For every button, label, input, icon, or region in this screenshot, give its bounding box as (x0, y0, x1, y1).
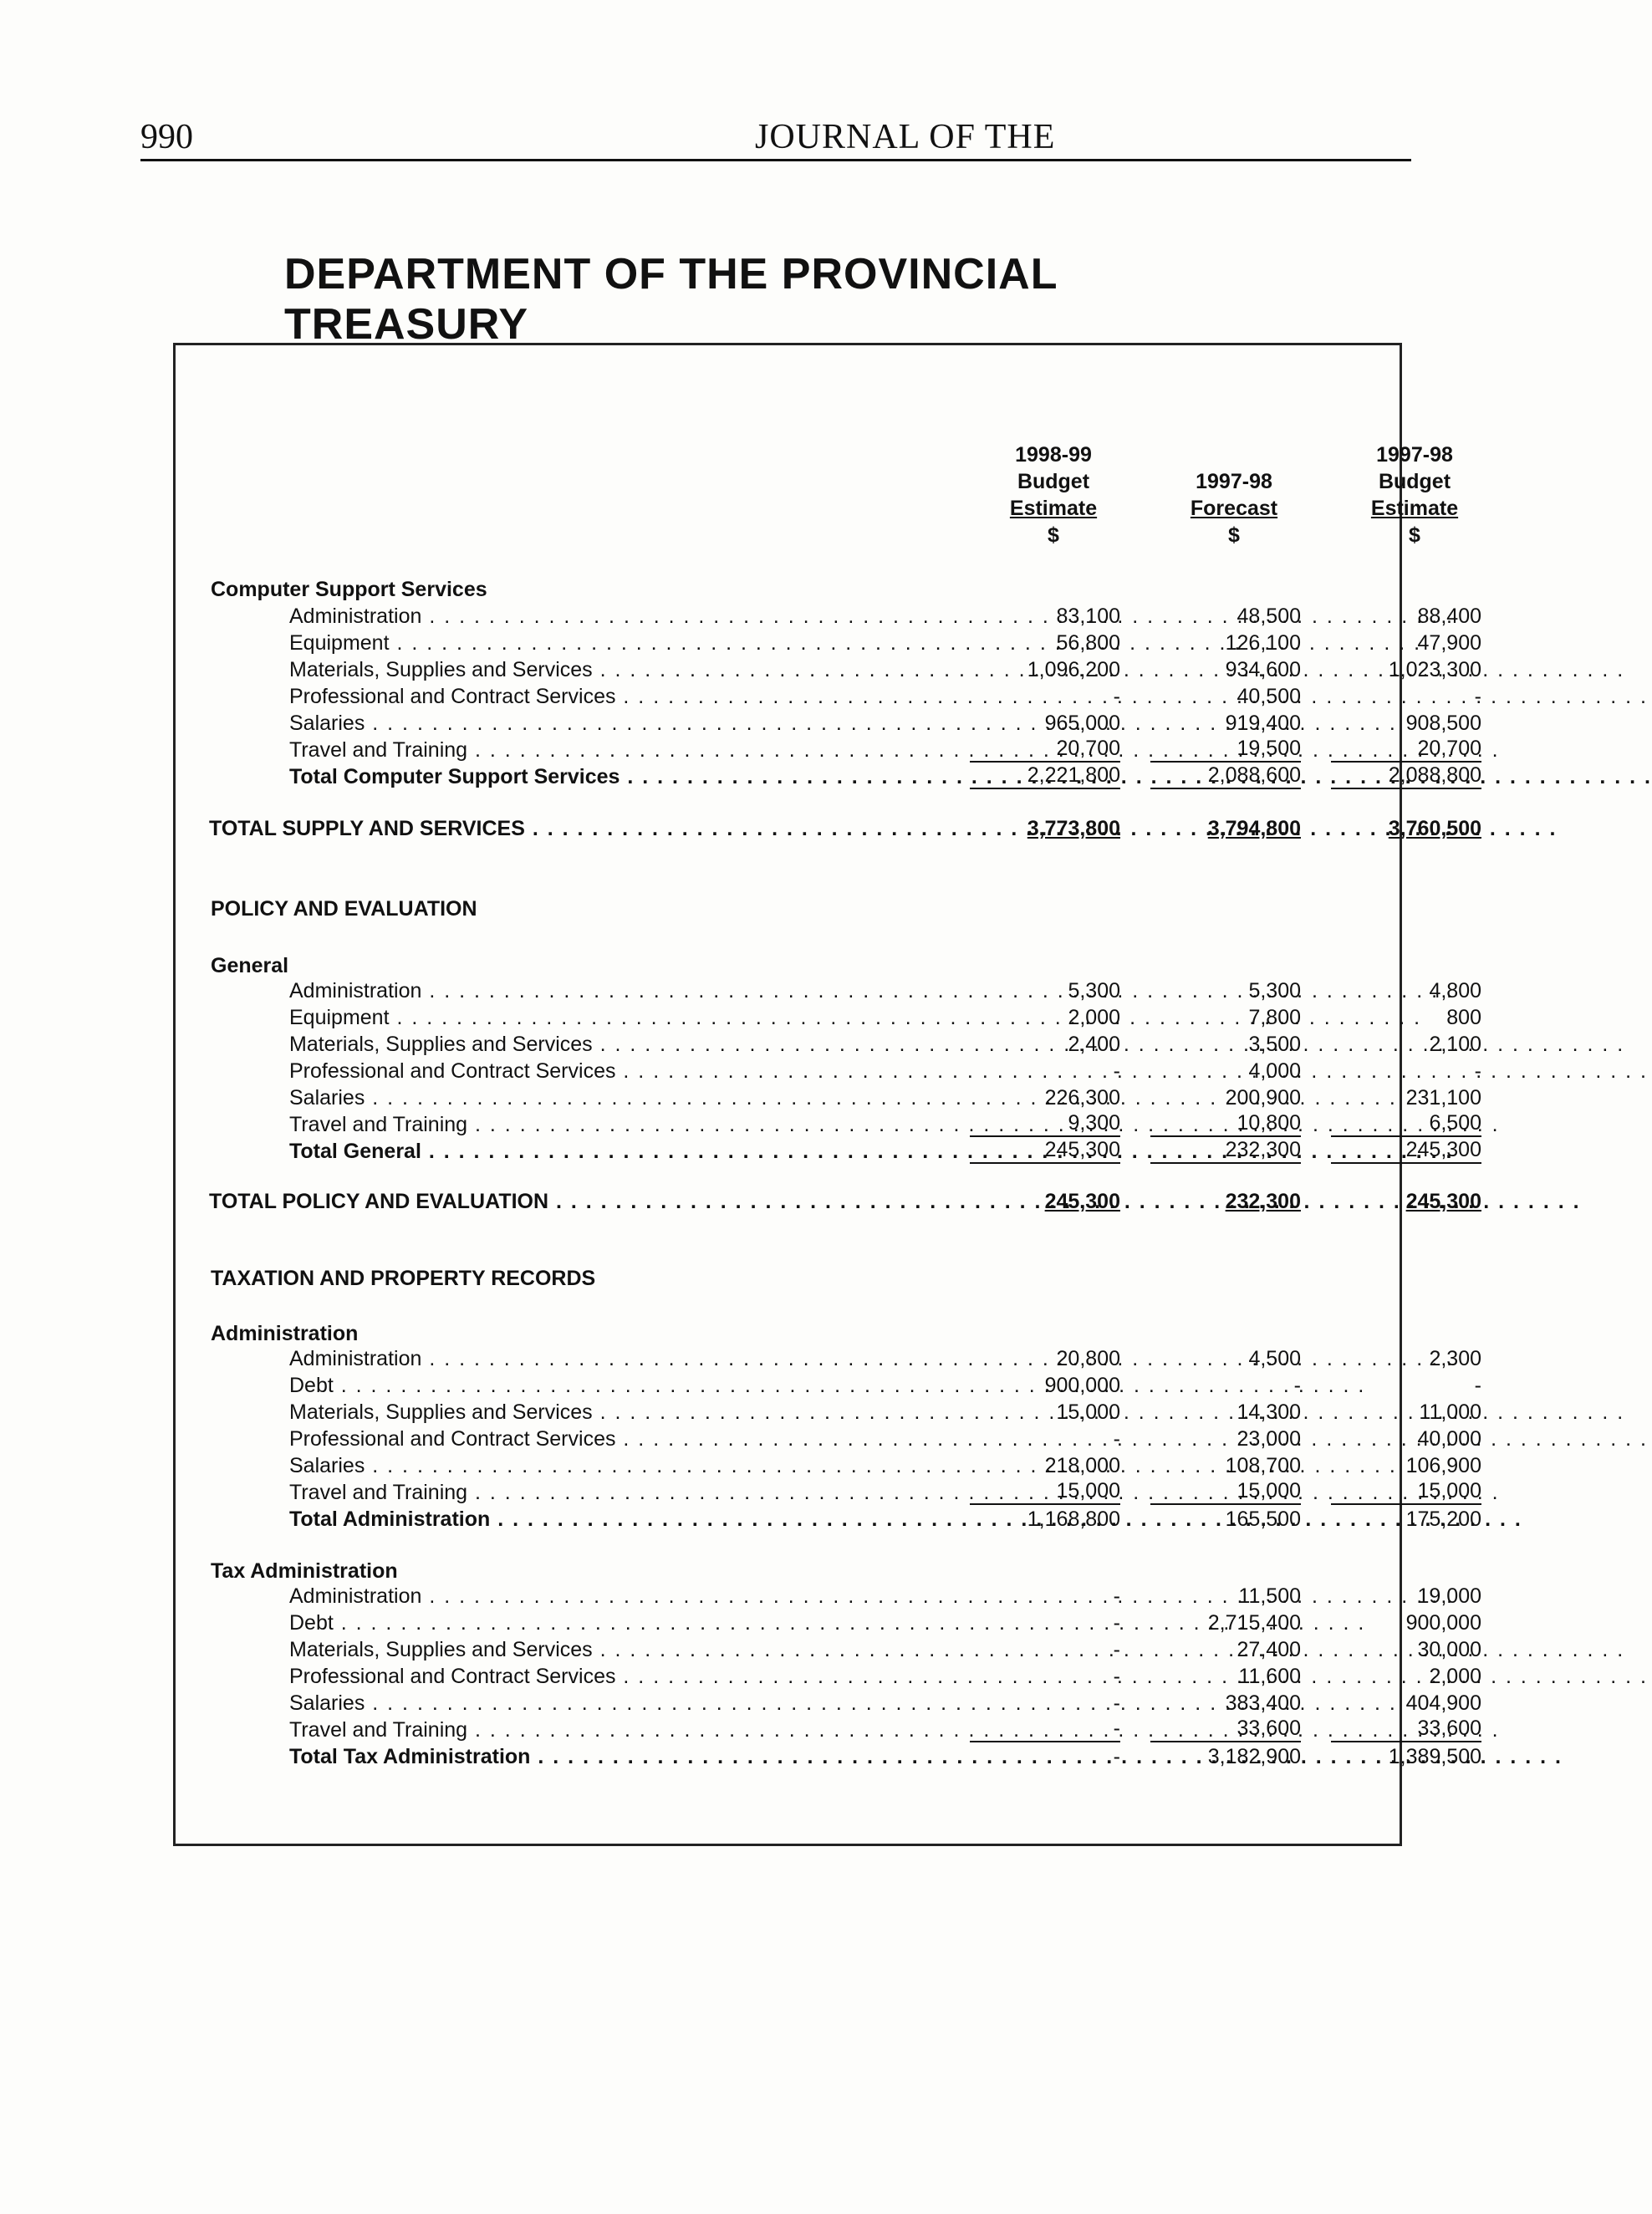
value-1998-99-estimate: 2,000 (1068, 1006, 1120, 1029)
table-row (209, 1663, 1481, 1690)
value-1997-98-forecast: 15,000 (1150, 1479, 1301, 1505)
column-type: Budget (1378, 470, 1451, 493)
value-1998-99-estimate: - (1113, 685, 1120, 708)
value-1997-98-forecast: 40,500 (1236, 685, 1301, 708)
value-1998-99-estimate: 218,000 (1044, 1454, 1120, 1477)
value-1997-98-estimate: 175,200 (1405, 1507, 1481, 1531)
row-label: Professional and Contract Services . . . (289, 1058, 946, 1084)
value-1997-98-estimate: - (1474, 1374, 1481, 1397)
value-1997-98-forecast: 5,300 (1248, 979, 1301, 1002)
row-label: Debt . . . (289, 1609, 946, 1636)
column-year: 1998-99 (1015, 443, 1092, 467)
table-row (209, 683, 1481, 710)
section-heading-taxation: TAXATION AND PROPERTY RECORDS (211, 1267, 596, 1290)
page-header (140, 117, 1411, 161)
column-kind: Forecast (1190, 497, 1278, 520)
value-1997-98-forecast: 919,400 (1225, 712, 1301, 735)
subtotal-row (209, 763, 1481, 790)
value-1998-99-estimate: 3,773,800 (1027, 817, 1120, 840)
value-1997-98-estimate: 4,800 (1429, 979, 1481, 1002)
table-row (209, 630, 1481, 656)
row-label: Professional and Contract Services . . . (289, 1663, 946, 1690)
row-label: Administration . . . (289, 1345, 946, 1372)
value-1997-98-estimate: 800 (1446, 1006, 1481, 1029)
table-row (209, 1690, 1481, 1717)
value-1997-98-forecast: 3,500 (1248, 1033, 1301, 1056)
value-1997-98-estimate: 20,700 (1331, 737, 1481, 763)
value-1997-98-forecast: 11,500 (1238, 1584, 1301, 1608)
value-1998-99-estimate: 245,300 (970, 1138, 1120, 1164)
value-1997-98-estimate: 2,100 (1429, 1033, 1481, 1056)
value-1998-99-estimate: 1,168,800 (1027, 1507, 1120, 1531)
value-1998-99-estimate: - (1113, 1665, 1120, 1688)
table-row (209, 1479, 1481, 1506)
row-label: Salaries . . . (289, 1452, 946, 1479)
row-label: Salaries . . . (289, 710, 946, 737)
table-row (209, 1004, 1481, 1031)
row-label: Travel and Training . . . (289, 1111, 946, 1138)
table-row (209, 1609, 1481, 1636)
table-row (209, 1426, 1481, 1452)
value-1998-99-estimate: 1,096,200 (1027, 658, 1120, 681)
value-1997-98-estimate: 1,023,300 (1388, 658, 1481, 681)
subsection-heading-tax-administration: Tax Administration (211, 1559, 398, 1583)
subsection-heading-administration: Administration (211, 1322, 359, 1345)
value-1997-98-estimate: 2,088,800 (1331, 763, 1481, 789)
value-1998-99-estimate: - (1113, 1745, 1120, 1768)
value-1997-98-estimate: 33,600 (1331, 1717, 1481, 1742)
value-1997-98-forecast: 27,400 (1236, 1638, 1301, 1661)
value-1998-99-estimate: - (1113, 1584, 1120, 1608)
table-row (209, 656, 1481, 683)
table-row (209, 603, 1481, 630)
column-unit: $ (1228, 523, 1240, 547)
value-1997-98-forecast: 7,800 (1248, 1006, 1301, 1029)
value-1998-99-estimate: 56,800 (1056, 631, 1120, 655)
value-1997-98-forecast: 4,500 (1248, 1347, 1301, 1370)
row-label: Professional and Contract Services . . . (289, 1426, 946, 1452)
value-1998-99-estimate: - (1113, 1691, 1120, 1715)
row-label: Travel and Training . . . (289, 737, 946, 763)
value-1997-98-estimate: 19,000 (1417, 1584, 1481, 1608)
value-1998-99-estimate: - (1113, 1059, 1120, 1083)
value-1998-99-estimate: - (970, 1717, 1120, 1742)
table-row (209, 977, 1481, 1004)
page-number: 990 (140, 118, 193, 156)
column-year: 1997-98 (1376, 443, 1453, 467)
value-1997-98-estimate: 106,900 (1405, 1454, 1481, 1477)
table-row (209, 1345, 1481, 1372)
row-label: Administration . . . (289, 1583, 946, 1609)
table-row (209, 1452, 1481, 1479)
value-1997-98-forecast: - (1293, 1374, 1301, 1397)
value-1997-98-forecast: 3,794,800 (1207, 817, 1301, 840)
value-1997-98-forecast: 200,900 (1225, 1086, 1301, 1110)
table-row (209, 1084, 1481, 1111)
value-1997-98-forecast: 48,500 (1236, 605, 1301, 628)
value-1998-99-estimate: 15,000 (970, 1479, 1120, 1505)
row-label: Salaries . . . (289, 1084, 946, 1111)
subtotal-row (209, 1743, 1481, 1770)
table-row (209, 1636, 1481, 1663)
column-unit: $ (1409, 523, 1420, 547)
value-1997-98-forecast: 19,500 (1150, 737, 1301, 763)
row-label: Travel and Training . . . (289, 1479, 946, 1506)
value-1998-99-estimate: 2,221,800 (970, 763, 1120, 789)
subtotal-row (209, 1138, 1481, 1165)
row-label: Total Administration . . . (289, 1506, 946, 1533)
table-row (209, 1583, 1481, 1609)
row-label: Materials, Supplies and Services . . . (289, 656, 946, 683)
value-1997-98-forecast: 2,088,600 (1150, 763, 1301, 789)
value-1997-98-estimate: 404,900 (1405, 1691, 1481, 1715)
column-unit: $ (1048, 523, 1059, 547)
value-1997-98-estimate: 2,000 (1429, 1665, 1481, 1688)
column-type: Budget (1017, 470, 1090, 493)
value-1997-98-estimate: 231,100 (1405, 1086, 1481, 1110)
value-1997-98-forecast: 23,000 (1236, 1427, 1301, 1451)
value-1997-98-estimate: 15,000 (1331, 1479, 1481, 1505)
value-1998-99-estimate: 5,300 (1068, 979, 1120, 1002)
value-1997-98-estimate: 2,300 (1429, 1347, 1481, 1370)
table-row (209, 1058, 1481, 1084)
table-row (209, 1372, 1481, 1399)
value-1997-98-forecast: 2,715,400 (1207, 1611, 1301, 1635)
value-1997-98-forecast: 934,600 (1225, 658, 1301, 681)
grand-total-row (209, 1188, 1481, 1215)
value-1998-99-estimate: 15,000 (1056, 1400, 1120, 1424)
value-1998-99-estimate: 226,300 (1044, 1086, 1120, 1110)
value-1997-98-forecast: 126,100 (1225, 631, 1301, 655)
value-1997-98-estimate: 6,500 (1331, 1111, 1481, 1137)
row-label: TOTAL POLICY AND EVALUATION . . . (209, 1188, 866, 1215)
value-1998-99-estimate: - (1113, 1427, 1120, 1451)
value-1997-98-forecast: 383,400 (1225, 1691, 1301, 1715)
value-1997-98-forecast: 10,800 (1150, 1111, 1301, 1137)
value-1998-99-estimate: 2,400 (1068, 1033, 1120, 1056)
column-year: 1997-98 (1196, 470, 1272, 493)
row-label: Salaries . . . (289, 1690, 946, 1717)
running-title: JOURNAL OF THE (755, 118, 1056, 156)
row-label: Professional and Contract Services . . . (289, 683, 946, 710)
row-label: Equipment . . . (289, 1004, 946, 1031)
value-1997-98-forecast: 14,300 (1236, 1400, 1301, 1424)
row-label: Travel and Training . . . (289, 1717, 946, 1743)
value-1998-99-estimate: 9,300 (970, 1111, 1120, 1137)
column-kind: Estimate (1009, 497, 1098, 520)
column-header-1997-98-estimate (1306, 441, 1523, 548)
grand-total-row (209, 815, 1481, 842)
value-1997-98-estimate: 908,500 (1405, 712, 1481, 735)
row-label: TOTAL SUPPLY AND SERVICES . . . (209, 815, 866, 842)
value-1997-98-estimate: 40,000 (1417, 1427, 1481, 1451)
value-1998-99-estimate: 245,300 (1044, 1190, 1120, 1213)
value-1997-98-forecast: 232,300 (1150, 1138, 1301, 1164)
value-1998-99-estimate: - (1113, 1611, 1120, 1635)
row-label: Total Tax Administration . . . (289, 1743, 946, 1770)
value-1997-98-estimate: 245,300 (1405, 1190, 1481, 1213)
value-1997-98-forecast: 11,600 (1238, 1665, 1301, 1688)
subsection-heading-general: General (211, 954, 289, 977)
value-1998-99-estimate: 20,700 (970, 737, 1120, 763)
value-1997-98-estimate: 47,900 (1417, 631, 1481, 655)
row-label: Materials, Supplies and Services . . . (289, 1031, 946, 1058)
table-row (209, 1031, 1481, 1058)
table-row (209, 710, 1481, 737)
value-1998-99-estimate: 965,000 (1044, 712, 1120, 735)
table-row (209, 1717, 1481, 1743)
row-label: Materials, Supplies and Services . . . (289, 1399, 946, 1426)
value-1997-98-estimate: 245,300 (1331, 1138, 1481, 1164)
subtotal-row (209, 1506, 1481, 1533)
value-1998-99-estimate: 900,000 (1044, 1374, 1120, 1397)
value-1997-98-forecast: 232,300 (1225, 1190, 1301, 1213)
value-1997-98-estimate: - (1474, 1059, 1481, 1083)
value-1997-98-estimate: - (1474, 685, 1481, 708)
row-label: Total General . . . (289, 1138, 946, 1165)
table-row (209, 1399, 1481, 1426)
section-heading-policy: POLICY AND EVALUATION (211, 897, 477, 921)
value-1997-98-forecast: 3,182,900 (1207, 1745, 1301, 1768)
row-label: Total Computer Support Services . . . (289, 763, 946, 790)
value-1997-98-forecast: 33,600 (1150, 1717, 1301, 1742)
row-label: Administration . . . (289, 977, 946, 1004)
value-1997-98-forecast: 4,000 (1248, 1059, 1301, 1083)
column-kind: Estimate (1370, 497, 1459, 520)
row-label: Materials, Supplies and Services . . . (289, 1636, 946, 1663)
department-title: DEPARTMENT OF THE PROVINCIAL TREASURY (284, 250, 1058, 349)
value-1997-98-estimate: 1,389,500 (1388, 1745, 1481, 1768)
value-1997-98-estimate: 88,400 (1417, 605, 1481, 628)
section-heading-computer-support: Computer Support Services (211, 578, 487, 601)
value-1997-98-estimate: 3,760,500 (1388, 817, 1481, 840)
table-row (209, 1111, 1481, 1138)
row-label: Equipment . . . (289, 630, 946, 656)
value-1997-98-estimate: 11,000 (1419, 1400, 1481, 1424)
value-1998-99-estimate: 83,100 (1056, 605, 1120, 628)
row-label: Administration . . . (289, 603, 946, 630)
value-1998-99-estimate: - (1113, 1638, 1120, 1661)
table-row (209, 737, 1481, 763)
value-1997-98-estimate: 30,000 (1417, 1638, 1481, 1661)
value-1997-98-forecast: 108,700 (1225, 1454, 1301, 1477)
value-1997-98-estimate: 900,000 (1405, 1611, 1481, 1635)
row-label: Debt . . . (289, 1372, 946, 1399)
budget-table (173, 343, 1481, 1846)
value-1998-99-estimate: 20,800 (1056, 1347, 1120, 1370)
value-1997-98-forecast: 165,500 (1225, 1507, 1301, 1531)
